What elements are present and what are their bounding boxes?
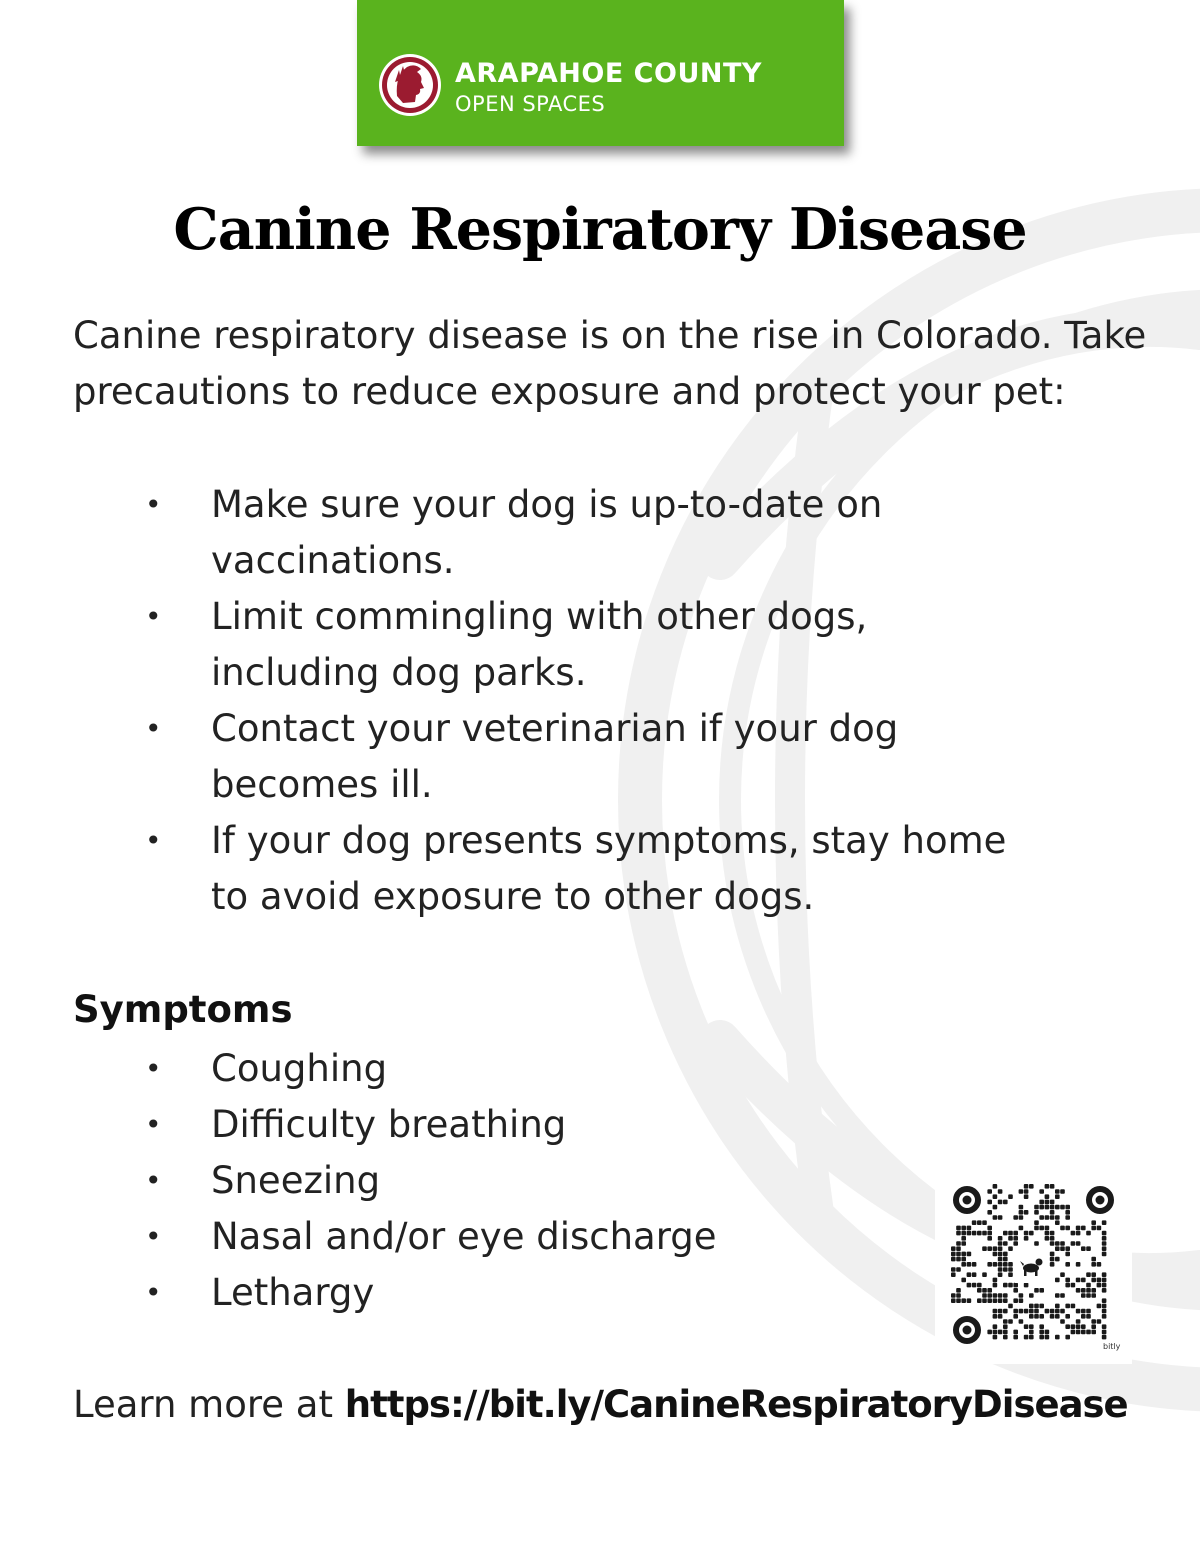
list-item-text: Lethargy	[211, 1271, 375, 1314]
bullet-icon: •	[145, 1276, 162, 1309]
list-item-text: Coughing	[211, 1047, 388, 1090]
arapahoe-county-logo	[357, 0, 844, 146]
list-item	[73, 1209, 873, 1265]
list-item	[73, 813, 1033, 925]
list-item	[73, 1097, 873, 1153]
list-item-text: Sneezing	[211, 1159, 381, 1202]
bullet-icon: •	[145, 824, 162, 857]
list-item	[73, 1041, 873, 1097]
learn-more-link[interactable]: https://bit.ly/CanineRespiratoryDisease	[344, 1383, 1128, 1426]
bullet-icon: •	[145, 488, 162, 521]
list-item-text: Limit commingling with other dogs, including dog parks.	[211, 595, 868, 694]
bullet-icon: •	[145, 600, 162, 633]
learn-more-line	[73, 1383, 1128, 1426]
learn-more-prefix: Learn more at	[73, 1383, 333, 1426]
symptoms-list	[73, 1041, 873, 1321]
list-item	[73, 589, 1033, 701]
precautions-list	[73, 477, 1033, 925]
list-item	[73, 1153, 873, 1209]
list-item-text: Make sure your dog is up-to-date on vaccinations.	[211, 483, 883, 582]
list-item-text: Contact your veterinarian if your dog becomes ill.	[211, 707, 899, 806]
list-item	[73, 1265, 873, 1321]
qr-label: bitly	[1103, 1342, 1121, 1351]
bullet-icon: •	[145, 1220, 162, 1253]
list-item	[73, 701, 1033, 813]
list-item-text: Nasal and/or eye discharge	[211, 1215, 717, 1258]
bullet-icon: •	[145, 1164, 162, 1197]
bullet-icon: •	[145, 1052, 162, 1085]
list-item-text: If your dog presents symptoms, stay home to avoid exposure to other dogs.	[211, 819, 1007, 918]
logo-subtitle: OPEN SPACES	[455, 92, 606, 116]
list-item-text: Difficulty breathing	[211, 1103, 567, 1146]
qr-code-icon[interactable]	[935, 1171, 1132, 1364]
logo-title: ARAPAHOE COUNTY	[455, 58, 762, 89]
bullet-icon: •	[145, 712, 162, 745]
intro-paragraph: Canine respiratory disease is on the rise in Colorado. Take precautions to reduce exposure and protect your pet:	[73, 314, 1147, 413]
arapahoe-seal-icon	[377, 52, 443, 118]
list-item	[73, 477, 1033, 589]
symptoms-heading: Symptoms	[73, 988, 293, 1031]
bullet-icon: •	[145, 1108, 162, 1141]
page-title: Canine Respiratory Disease	[173, 196, 1027, 263]
